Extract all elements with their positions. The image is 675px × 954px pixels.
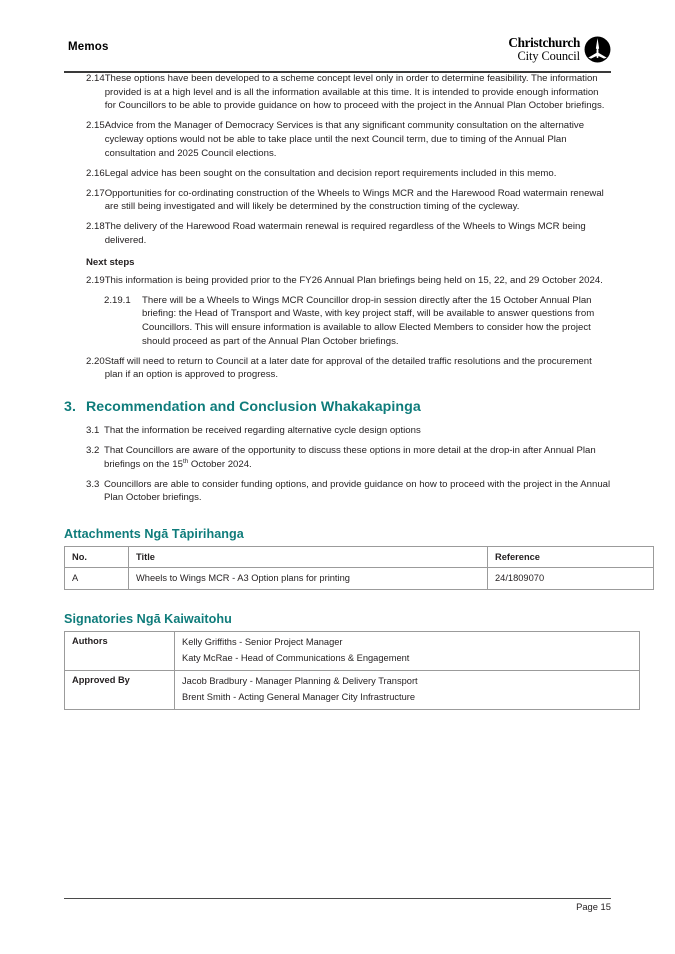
body-paragraph: [64, 220, 611, 247]
paragraph-number: 2.16: [86, 167, 105, 179]
body-paragraph: [64, 355, 611, 382]
document-header: [64, 0, 611, 72]
paragraph-number: 2.15: [86, 120, 105, 132]
attachments-table: [64, 546, 654, 590]
signatory-name: Jacob Bradbury - Manager Planning & Delivery Transport: [182, 676, 418, 687]
table-row: [65, 670, 640, 709]
cell-attachment-title: Wheels to Wings MCR - A3 Option plans for printing: [129, 568, 488, 589]
cell-signatory-names: [175, 631, 640, 670]
body-paragraph: [64, 187, 611, 214]
paragraph-number: 2.18: [86, 221, 105, 233]
column-header-no: No.: [65, 547, 129, 568]
paragraph-number: 3.1: [86, 424, 100, 436]
paragraph-text: The delivery of the Harewood Road watermain renewal is required regardless of the Wheels to Wings MCR being delivered.: [104, 221, 586, 247]
paragraph-number: 2.20: [86, 355, 105, 367]
body-paragraph: [64, 119, 611, 160]
header-title: Memos: [68, 41, 109, 53]
body-paragraph-list: [64, 72, 611, 248]
subparagraph-number: 2.19.1: [104, 294, 131, 306]
paragraph-text: Opportunities for co-ordinating construction of the Wheels to Wings MCR and the Harewood Road watermain renewal are still being investigated and will likely be determined by the construction timing of the cycleway.: [104, 187, 604, 213]
paragraph-number: 2.17: [86, 187, 105, 199]
paragraph-text: These options have been developed to a scheme concept level only in order to determine feasibility. The information provided is at a high level and is all the information available at this time. It is intended to provide enough information for Councillors to be able to provide guidance on how to proceed with the project in the Annual Plan October briefings.: [104, 73, 605, 112]
signatory-name: Brent Smith - Acting General Manager City Infrastructure: [182, 691, 416, 702]
cell-signatory-label: Approved By: [65, 670, 175, 709]
column-header-title: Title: [129, 547, 488, 568]
section-title: Recommendation and Conclusion Whakakapinga: [86, 398, 421, 415]
paragraph-text: That the information be received regarding alternative cycle design options: [104, 424, 421, 436]
paragraph-number: 3.2: [86, 445, 100, 457]
signatory-name: Kelly Griffiths - Senior Project Manager: [182, 637, 343, 648]
paragraph-text-before: That Councillors are aware of the opportunity to discuss these options in more detail at the drop-in after Annual Plan briefings on the 15: [104, 445, 596, 470]
paragraph-text-after: October 2024.: [188, 458, 252, 470]
body-subparagraph: [64, 294, 611, 348]
table-row: [65, 568, 654, 589]
paragraph-text: Legal advice has been sought on the consultation and decision report requirements included in this memo.: [104, 167, 557, 179]
table-header-row: [65, 547, 654, 568]
next-steps-heading: Next steps: [86, 256, 135, 268]
signatories-heading: Signatories Ngā Kaiwaitohu: [64, 611, 232, 626]
subparagraph-text: There will be a Wheels to Wings MCR Councillor drop-in session directly after the 15 October Annual Plan briefing: the Head of Transport and Waste, with key project staff, will be available to answer questions from Councillors. This will ensure information is available to allow Elected Members to consider how the project should proceed as part of the Annual Plan October briefings.: [142, 294, 595, 347]
header-divider: [64, 71, 611, 73]
footer-divider: [64, 898, 611, 899]
paragraph-text: Councillors are able to consider funding options, and provide guidance on how to proceed with the project in the Annual Plan October briefings.: [104, 478, 611, 504]
paragraph-text: [104, 444, 611, 471]
section3-item-list: [64, 424, 611, 505]
body-paragraph: [64, 167, 611, 181]
logo-wordmark: [508, 36, 580, 63]
paragraph-text: Staff will need to return to Council at a later date for approval of the detailed traffic resolutions and the procurement plan if an option is approved to progress.: [104, 355, 592, 381]
body-paragraph: [64, 274, 611, 288]
ordinal-suffix: th: [182, 457, 189, 465]
section-number: 3.: [64, 398, 76, 415]
page-content: [64, 0, 611, 710]
column-header-reference: Reference: [488, 547, 654, 568]
section3-item: [64, 444, 611, 471]
paragraph-text: Advice from the Manager of Democracy Services is that any significant community consultation on the alternative cycleway options would not be able to take place until the next Council term, due to timing of the Annual Plan consultation and 2025 Council elections.: [104, 120, 585, 159]
paragraph-number: 3.3: [86, 478, 100, 490]
body-paragraph: [64, 72, 611, 113]
logo-line-city-council: City Council: [517, 48, 580, 63]
paragraph-text: This information is being provided prior to the FY26 Annual Plan briefings being held on 15, 22, and 29 October 2024.: [104, 274, 603, 286]
section3-item: [64, 424, 611, 438]
paragraph-number: 2.19: [86, 274, 105, 286]
section3-item: [64, 478, 611, 505]
section-heading-recommendation: [64, 399, 611, 415]
footer-page-number: Page 15: [576, 901, 611, 912]
signatory-name: Katy McRae - Head of Communications & Engagement: [182, 652, 410, 663]
signatories-table: [64, 631, 640, 710]
paragraph-number: 2.14: [86, 73, 105, 84]
christchurch-city-council-emblem-icon: [584, 36, 611, 63]
cell-attachment-reference: 24/1809070: [488, 568, 654, 589]
cell-signatory-names: [175, 670, 640, 709]
attachments-heading: Attachments Ngā Tāpirihanga: [64, 527, 244, 542]
table-row: [65, 631, 640, 670]
cell-attachment-no: A: [65, 568, 129, 589]
logo-line-christchurch: Christchurch: [508, 35, 580, 51]
council-logo: [508, 36, 611, 63]
cell-signatory-label: Authors: [65, 631, 175, 670]
